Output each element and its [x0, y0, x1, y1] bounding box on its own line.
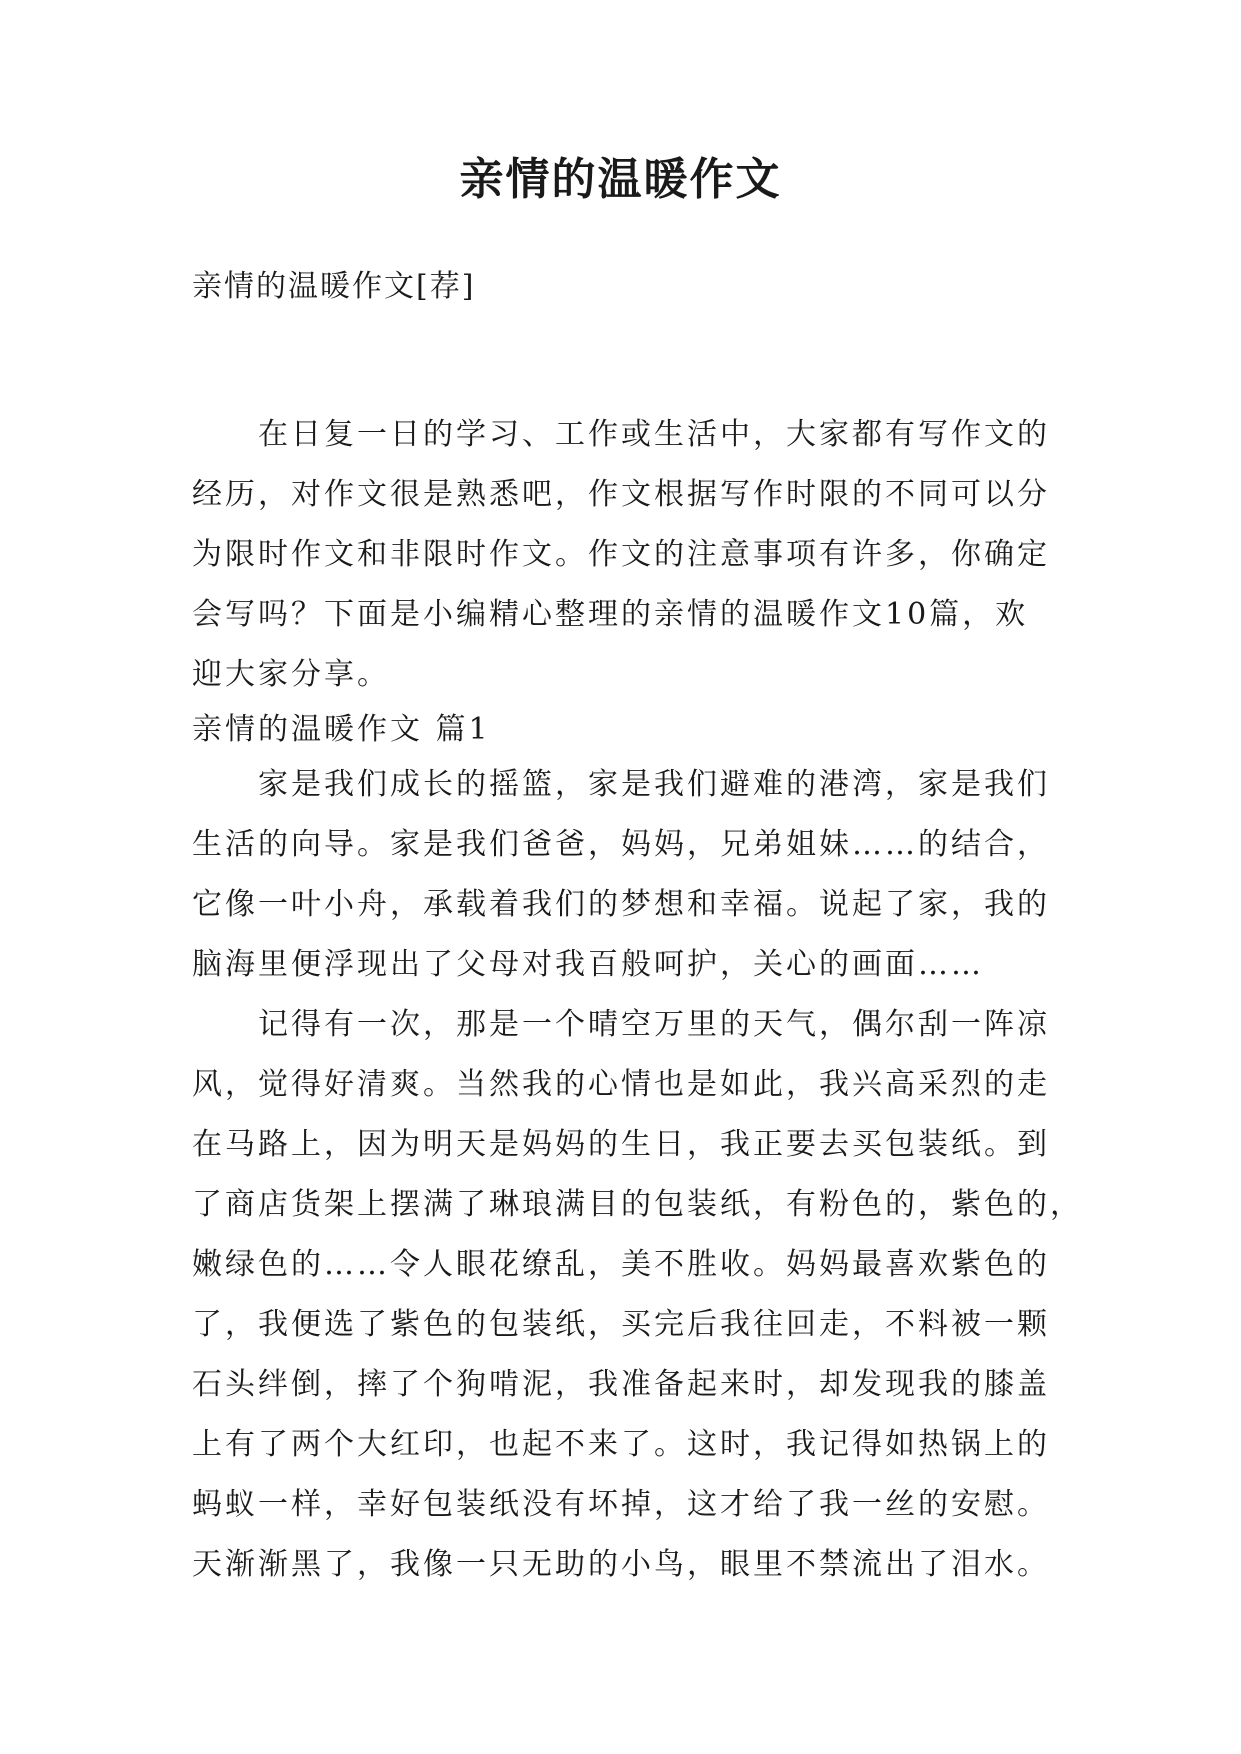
paragraph-line: 蚂蚁一样，幸好包装纸没有坏掉，这才给了我一丝的安慰。 [192, 1487, 1050, 1522]
paragraph-line: 了商店货架上摆满了琳琅满目的包装纸，有粉色的，紫色的， [192, 1187, 1083, 1222]
paragraph-line: 风，觉得好清爽。当然我的心情也是如此，我兴高采烈的走 [192, 1067, 1050, 1102]
document-body [192, 405, 1083, 1595]
paragraph-line: 为限时作文和非限时作文。作文的注意事项有许多，你确定 [192, 537, 1050, 572]
document-title: 亲情的温暖作文 [459, 154, 782, 205]
paragraph-line: 上有了两个大红印，也起不来了。这时，我记得如热锅上的 [192, 1427, 1050, 1462]
paragraph-line: 迎大家分享。 [192, 657, 390, 692]
paragraph-line: 会写吗？下面是小编精心整理的亲情的温暖作文10篇，欢 [192, 597, 1029, 632]
paragraph-line: 在马路上，因为明天是妈妈的生日，我正要去买包装纸。到 [192, 1127, 1050, 1162]
paragraph-line: 它像一叶小舟，承载着我们的梦想和幸福。说起了家，我的 [192, 887, 1050, 922]
paragraph-line: 了，我便选了紫色的包装纸，买完后我往回走，不料被一颗 [192, 1307, 1050, 1342]
paragraph-line: 天渐渐黑了，我像一只无助的小鸟，眼里不禁流出了泪水。 [192, 1547, 1050, 1582]
paragraph-line: 家是我们成长的摇篮，家是我们避难的港湾，家是我们 [258, 767, 1050, 802]
paragraph-line: 脑海里便浮现出了父母对我百般呵护，关心的画面…… [192, 947, 984, 982]
paragraph-line: 嫩绿色的……令人眼花缭乱，美不胜收。妈妈最喜欢紫色的 [192, 1247, 1050, 1282]
paragraph-line: 记得有一次，那是一个晴空万里的天气，偶尔刮一阵凉 [258, 1007, 1050, 1042]
document-subtitle: 亲情的温暖作文[荐] [192, 269, 476, 304]
paragraph-line: 生活的向导。家是我们爸爸，妈妈，兄弟姐妹……的结合， [192, 827, 1050, 862]
section-heading: 亲情的温暖作文 篇1 [192, 712, 491, 747]
paragraph-line: 经历，对作文很是熟悉吧，作文根据写作时限的不同可以分 [192, 477, 1050, 512]
paragraph-line: 石头绊倒，摔了个狗啃泥，我准备起来时，却发现我的膝盖 [192, 1367, 1050, 1402]
paragraph-line: 在日复一日的学习、工作或生活中，大家都有写作文的 [258, 417, 1050, 452]
